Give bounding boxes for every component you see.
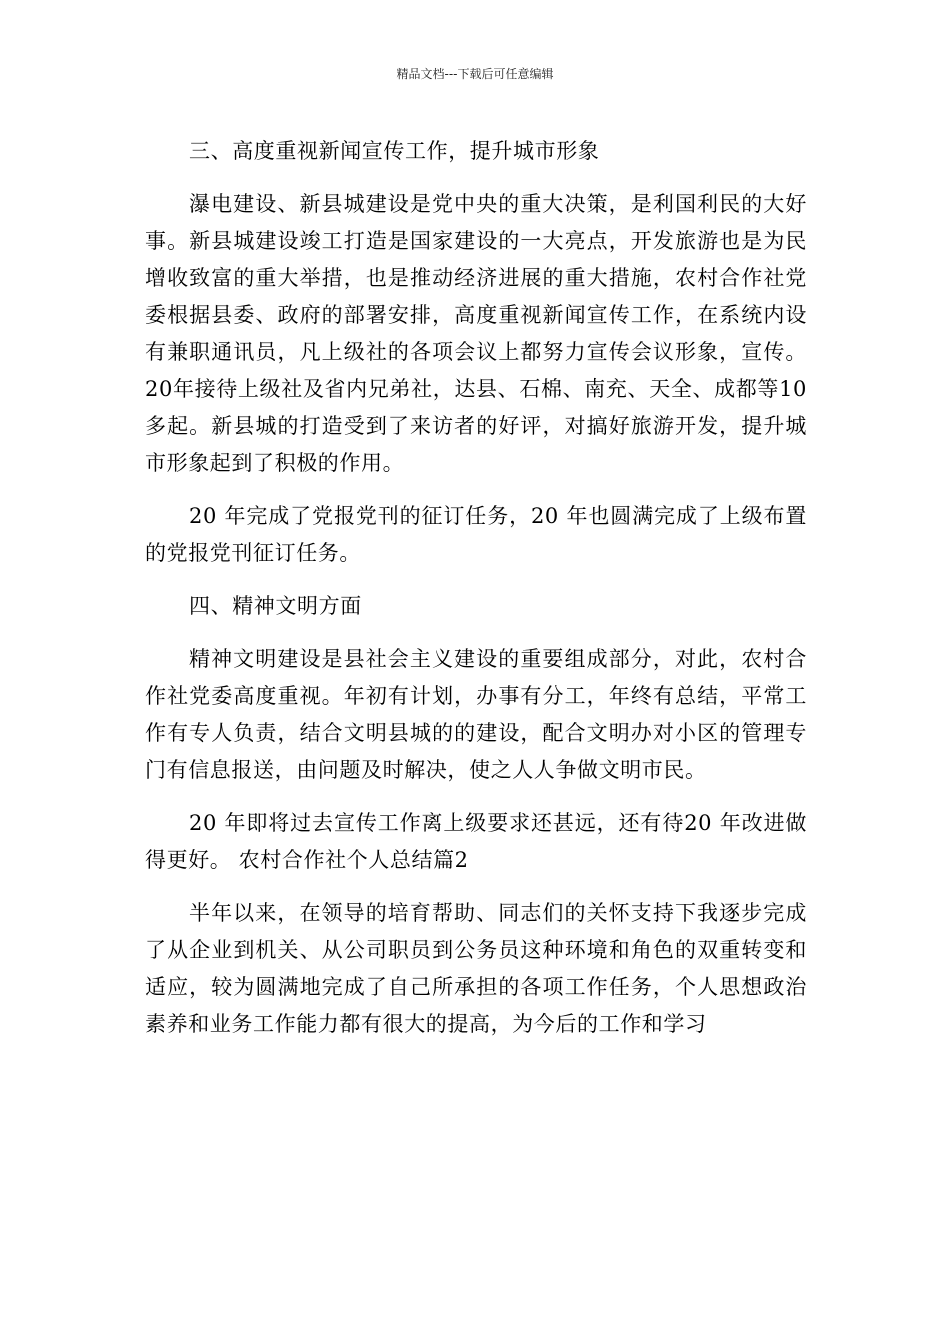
section-heading-civilization: 四、精神文明方面 <box>189 594 362 618</box>
paragraph-summary-two: 半年以来，在领导的培育帮助、同志们的关怀支持下我逐步完成了从企业到机关、从公司职员到公务员这种环境和角色的双重转变和适应，较为圆满地完成了自己所承担的各项工作任务，个人思想政治素养和业务工作能力都有很大的提高，为今后的工作和学习 <box>145 901 807 1036</box>
page-header: 精品文档---下载后可任意编辑 <box>396 67 554 81</box>
paragraph-civilization: 精神文明建设是县社会主义建设的重要组成部分，对此，农村合作社党委高度重视。年初有计划，办事有分工，年终有总结，平常工作有专人负责，结合文明县城的的建设，配合文明办对小区的管理专门有信息报送，由问题及时解决，使之人人争做文明市民。 <box>145 647 807 782</box>
section-heading-publicity: 三、高度重视新闻宣传工作，提升城市形象 <box>189 139 600 163</box>
paragraph-conclusion: 20 年即将过去宣传工作离上级要求还甚远，还有待20 年改进做得更好。 农村合作社个人总结篇2 <box>145 811 807 872</box>
paragraph-subscription: 20 年完成了党报党刊的征订任务，20 年也圆满完成了上级布置的党报党刊征订任务。 <box>145 504 807 565</box>
document-body <box>145 133 807 1059</box>
paragraph-publicity-work: 瀑电建设、新县城建设是党中央的重大决策，是利国利民的大好事。新县城建设竣工打造是国家建设的一大亮点，开发旅游也是为民增收致富的重大举措，也是推动经济进展的重大措施，农村合作社党委根据县委、政府的部署安排，高度重视新闻宣传工作，在系统内设有兼职通讯员，凡上级社的各项会议上都努力宣传会议形象，宣传。20年接待上级社及省内兄弟社，达县、石棉、南充、天全、成都等10多起。新县城的打造受到了来访者的好评，对搞好旅游开发，提升城市形象起到了积极的作用。 <box>145 192 807 475</box>
